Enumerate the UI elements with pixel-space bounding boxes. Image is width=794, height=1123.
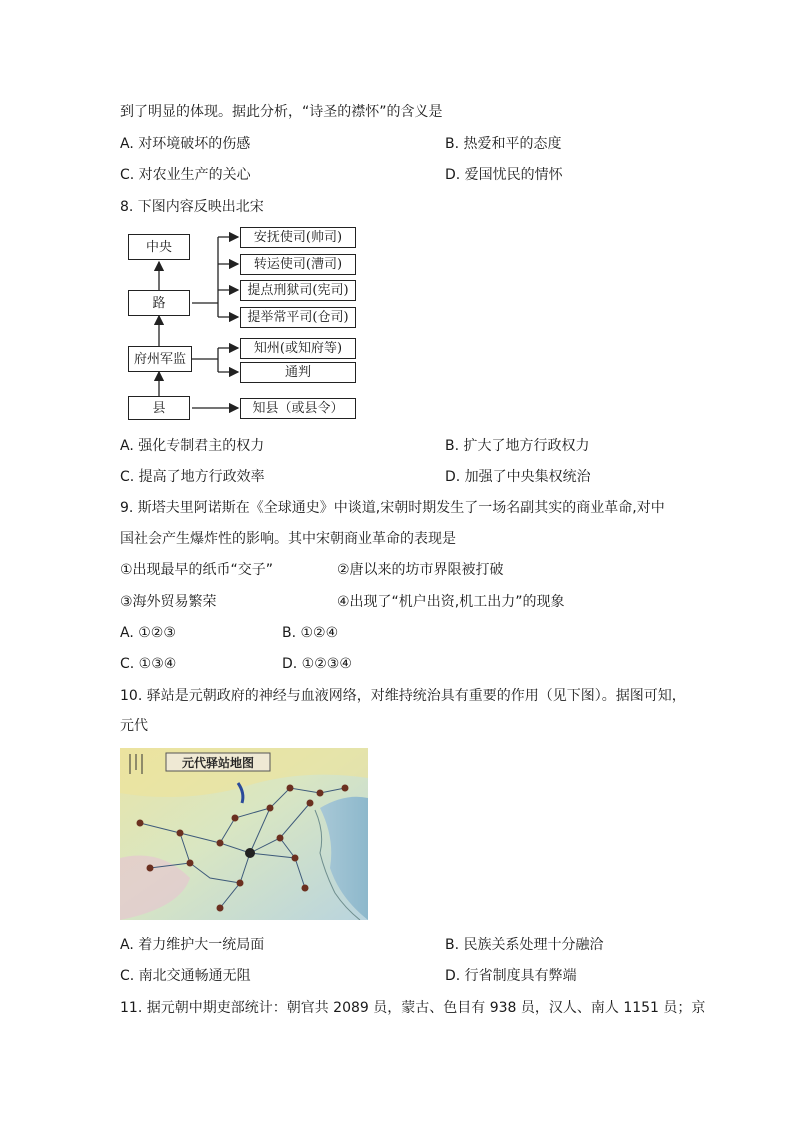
q7-option-a[interactable]: A. 对环境破坏的伤感 bbox=[120, 136, 251, 152]
q8-option-b[interactable]: B. 扩大了地方行政权力 bbox=[445, 438, 590, 454]
q10-option-d[interactable]: D. 行省制度具有弊端 bbox=[445, 968, 577, 984]
q10-option-c[interactable]: C. 南北交通畅通无阻 bbox=[120, 968, 251, 984]
yuan-post-station-map bbox=[120, 748, 368, 920]
q7-option-c[interactable]: C. 对农业生产的关心 bbox=[120, 167, 251, 183]
box-zhizhou: 知州(或知府等) bbox=[240, 338, 356, 359]
song-administration-diagram bbox=[122, 224, 362, 424]
q11-stem-line1: 11. 据元朝中期吏部统计：朝官共 2089 员，蒙古、色目有 938 员，汉人、南人 1151 员；京 bbox=[120, 1000, 706, 1016]
map-title: 元代驿站地图 bbox=[181, 756, 255, 770]
q9-option-a[interactable]: A. ①②③ bbox=[120, 625, 176, 641]
box-tiju-changpingsi: 提举常平司(仓司) bbox=[240, 307, 356, 328]
box-anfu-shisi: 安抚使司(帅司) bbox=[240, 227, 356, 248]
q8-option-a[interactable]: A. 强化专制君主的权力 bbox=[120, 438, 265, 454]
q9-item-2: ②唐以来的坊市界限被打破 bbox=[337, 562, 504, 578]
q9-stem-line1: 9. 斯塔夫里阿诺斯在《全球通史》中谈道,宋朝时期发生了一场名副其实的商业革命,对中 bbox=[120, 500, 665, 516]
box-tongpan: 通判 bbox=[240, 362, 356, 383]
q8-option-c[interactable]: C. 提高了地方行政效率 bbox=[120, 469, 265, 485]
q9-option-c[interactable]: C. ①③④ bbox=[120, 656, 177, 672]
box-central: 中央 bbox=[128, 234, 190, 260]
q8-option-d[interactable]: D. 加强了中央集权统治 bbox=[445, 469, 591, 485]
q9-item-4: ④出现了“机户出资,机工出力”的现象 bbox=[337, 594, 565, 610]
box-tidian-xingyusi: 提点刑狱司(宪司) bbox=[240, 280, 356, 301]
q10-stem-line1: 10. 驿站是元朝政府的神经与血液网络，对维持统治具有重要的作用（见下图）。据图可知， bbox=[120, 688, 686, 704]
box-zhixian: 知县（或县令） bbox=[240, 398, 356, 419]
box-lu: 路 bbox=[128, 290, 190, 316]
q10-option-b[interactable]: B. 民族关系处理十分融洽 bbox=[445, 937, 604, 953]
q9-item-3: ③海外贸易繁荣 bbox=[120, 594, 217, 610]
box-zhuanyun-shisi: 转运使司(漕司) bbox=[240, 254, 356, 275]
q9-item-1: ①出现最早的纸币“交子” bbox=[120, 562, 274, 578]
q10-stem-line2: 元代 bbox=[120, 718, 148, 734]
q9-stem-line2: 国社会产生爆炸性的影响。其中宋朝商业革命的表现是 bbox=[120, 531, 456, 547]
q7-stem: 到了明显的体现。据此分析，“诗圣的襟怀”的含义是 bbox=[120, 104, 443, 120]
q8-stem: 8. 下图内容反映出北宋 bbox=[120, 199, 264, 215]
q7-option-b[interactable]: B. 热爱和平的态度 bbox=[445, 136, 562, 152]
q7-option-d[interactable]: D. 爱国忧民的情怀 bbox=[445, 167, 563, 183]
box-xian: 县 bbox=[128, 396, 190, 420]
q9-option-d[interactable]: D. ①②③④ bbox=[282, 656, 352, 672]
box-fu-zhou-jun-jian: 府州军监 bbox=[128, 346, 192, 372]
q10-option-a[interactable]: A. 着力维护大一统局面 bbox=[120, 937, 265, 953]
q9-option-b[interactable]: B. ①②④ bbox=[282, 625, 339, 641]
